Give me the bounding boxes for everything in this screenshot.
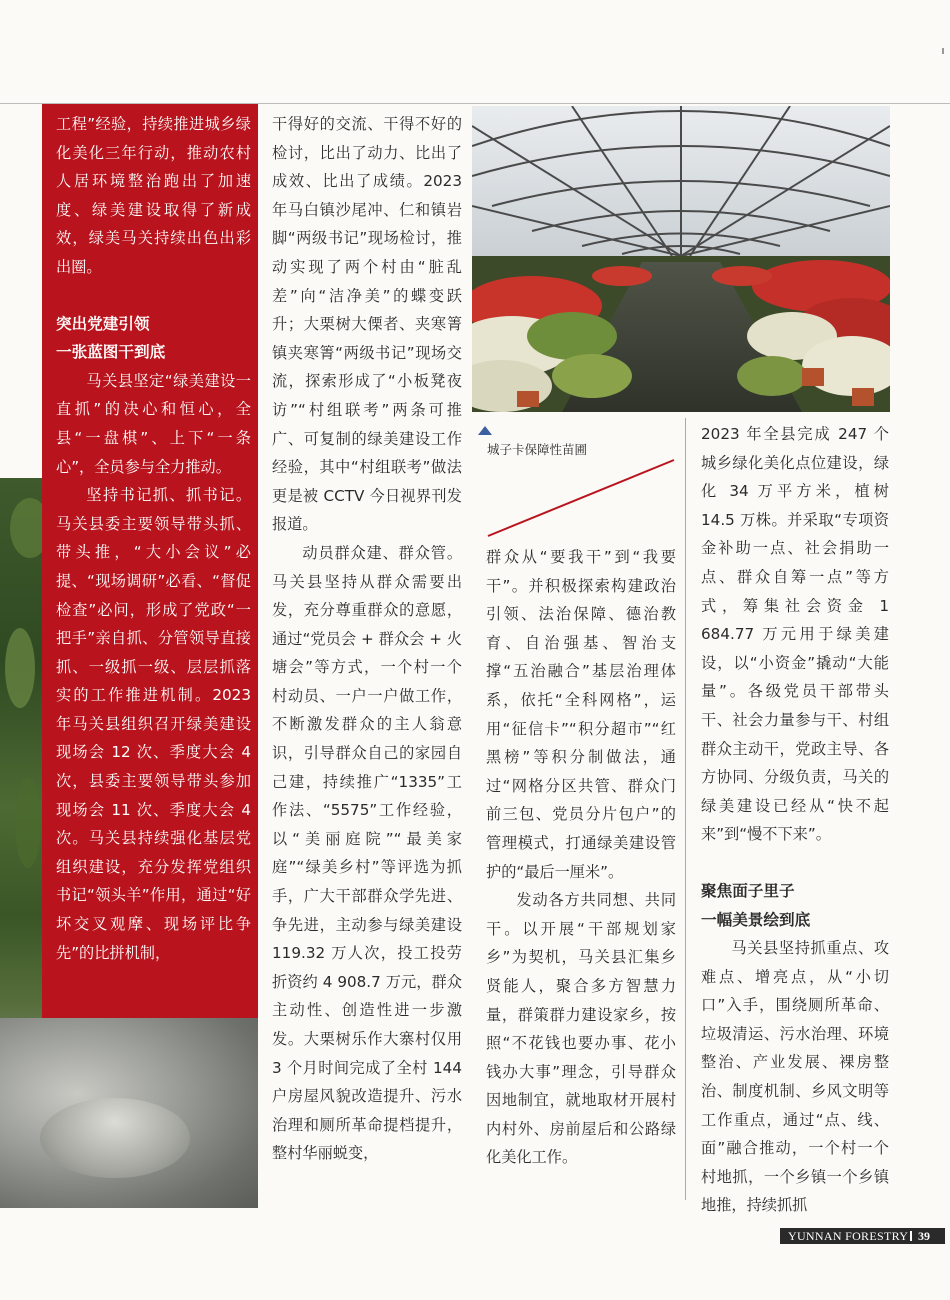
corner-mark	[942, 48, 944, 54]
rock	[40, 1098, 190, 1178]
col2-para1: 干得好的交流、干得不好的检讨，比出了动力、比出了成效、比出了成绩。2023 年马白镇沙尾冲、仁和镇岩脚“两级书记”现场检讨，推动实现了两个村由“脏乱差”向“洁净美”的蝶变跃升；大栗树大傈者、夹寒箐镇夹寒箐“两级书记”现场交流，探索形成了“小板凳夜访”“村组联考”两条可推广、可复制的绿美建设工作经验，其中“村组联考”做法更是被 CCTV 今日视界刊发报道。	[272, 115, 462, 534]
decorative-red-slash	[486, 456, 686, 540]
column-2	[272, 110, 462, 1168]
column-3	[486, 543, 676, 1172]
section-heading-2b: 一幅美景绘到底	[701, 910, 811, 929]
greenhouse-nursery-photo	[472, 106, 890, 412]
col1-para2: 马关县坚定“绿美建设一直抓”的决心和恒心，全县“一盘棋”、上下“一条心”，全员参与全力推动。	[56, 371, 251, 476]
col2-para2: 动员群众建、群众管。马关县坚持从群众需要出发，充分尊重群众的意愿，通过“党员会 + 群众会 + 火塘会”等方式，一个村一个村动员、一户一户做工作，不断激发群众的主人翁意识，引导群众自己的家园自己建，持续推广“1335”工作法、“5575”工作经验，以“美丽庭院”“最美家庭”“绿美乡村”等评选为抓手，广大干部群众学先进、争先进，主动参与绿美建设 119.32 万人次，投工投劳折资约 4 908.7 万元，群众主动性、创造性进一步激发。大栗树乐作大寨村仅用 3 个月时间完成了全村 144 户房屋风貌改造提升、污水治理和厕所革命提档提升，整村华丽蜕变，	[272, 543, 462, 1163]
foliage	[15, 778, 41, 868]
col4-para1: 2023 年全县完成 247 个城乡绿化美化点位建设，绿化 34 万平方米，植树 14.5 万株。并采取“专项资金补助一点、社会捐助一点、群众自筹一点”等方式，筹集社会资金 1 684.77 万元用于绿美建设，以“小资金”撬动“大能量”。各级党员干部带头干、社会力量参与干、村组群众主动干，党政主导、各方协同、分级负责，马关的绿美建设已经从“快不起来”到“慢不下来”。	[701, 425, 889, 844]
footer-magazine-name: YUNNAN FORESTRY	[788, 1229, 909, 1243]
column-4	[701, 420, 889, 1220]
col1-para1: 工程”经验，持续推进城乡绿化美化三年行动，推动农村人居环境整治跑出了加速度、绿美建设取得了新成效，绿美马关持续出色出彩出圈。	[56, 115, 251, 276]
section-heading-1b: 一张蓝图干到底	[56, 343, 166, 362]
greenhouse-illustration	[472, 106, 890, 412]
col1-para3: 坚持书记抓、抓书记。马关县委主要领导带头抓、带头推，“大小会议”必提、“现场调研”必看、“督促检查”必问，形成了党政“一把手”亲自抓、分管领导直接抓、一级抓一级、层层抓落实的工作推进机制。2023 年马关县组织召开绿美建设现场会 12 次、季度大会 4 次，县委主要领导带头参加现场会 11 次、季度大会 4 次。马关县持续强化基层党组织建设，充分发挥党组织书记“领头羊”作用，通过“好坏交叉观摩、现场评比争先”的比拼机制，	[56, 486, 251, 962]
caption-triangle-icon	[478, 426, 492, 435]
column-1	[56, 110, 251, 967]
page-footer	[780, 1228, 945, 1244]
footer-separator	[910, 1231, 912, 1241]
section-heading-1a: 突出党建引领	[56, 314, 150, 333]
foliage	[5, 628, 35, 708]
page-number: 39	[918, 1229, 930, 1243]
photo-caption: 城子卡保障性苗圃	[487, 442, 588, 457]
col3-para1: 群众从“要我干”到“我要干”。并积极探索构建政治引领、法治保障、德治教育、自治强基、智治支撑“五治融合”基层治理体系，依托“全科网格”，运用“征信卡”“积分超市”“红黑榜”等积分制做法，通过“网格分区共管、群众门前三包、党员分片包户”的管理模式，打通绿美建设管护的“最后一厘米”。	[486, 548, 676, 881]
col3-para2: 发动各方共同想、共同干。以开展“干部规划家乡”为契机，马关县汇集乡贤能人，聚合多方智慧力量，群策群力建设家乡，按照“不花钱也要办事、花小钱办大事”理念，引导群众因地制宜，就地取材开展村内村外、房前屋后和公路绿化美化工作。	[486, 891, 676, 1167]
section-heading-2a: 聚焦面子里子	[701, 881, 795, 900]
column-divider	[685, 418, 686, 1200]
col4-para2: 马关县坚持抓重点、攻难点、增亮点，从“小切口”入手，围绕厕所革命、垃圾清运、污水治理、环境整治、产业发展、裸房整治、制度机制、乡风文明等工作重点，通过“点、线、面”融合推动，一个村一个村地抓，一个乡镇一个乡镇地推，持续抓抓	[701, 939, 889, 1215]
